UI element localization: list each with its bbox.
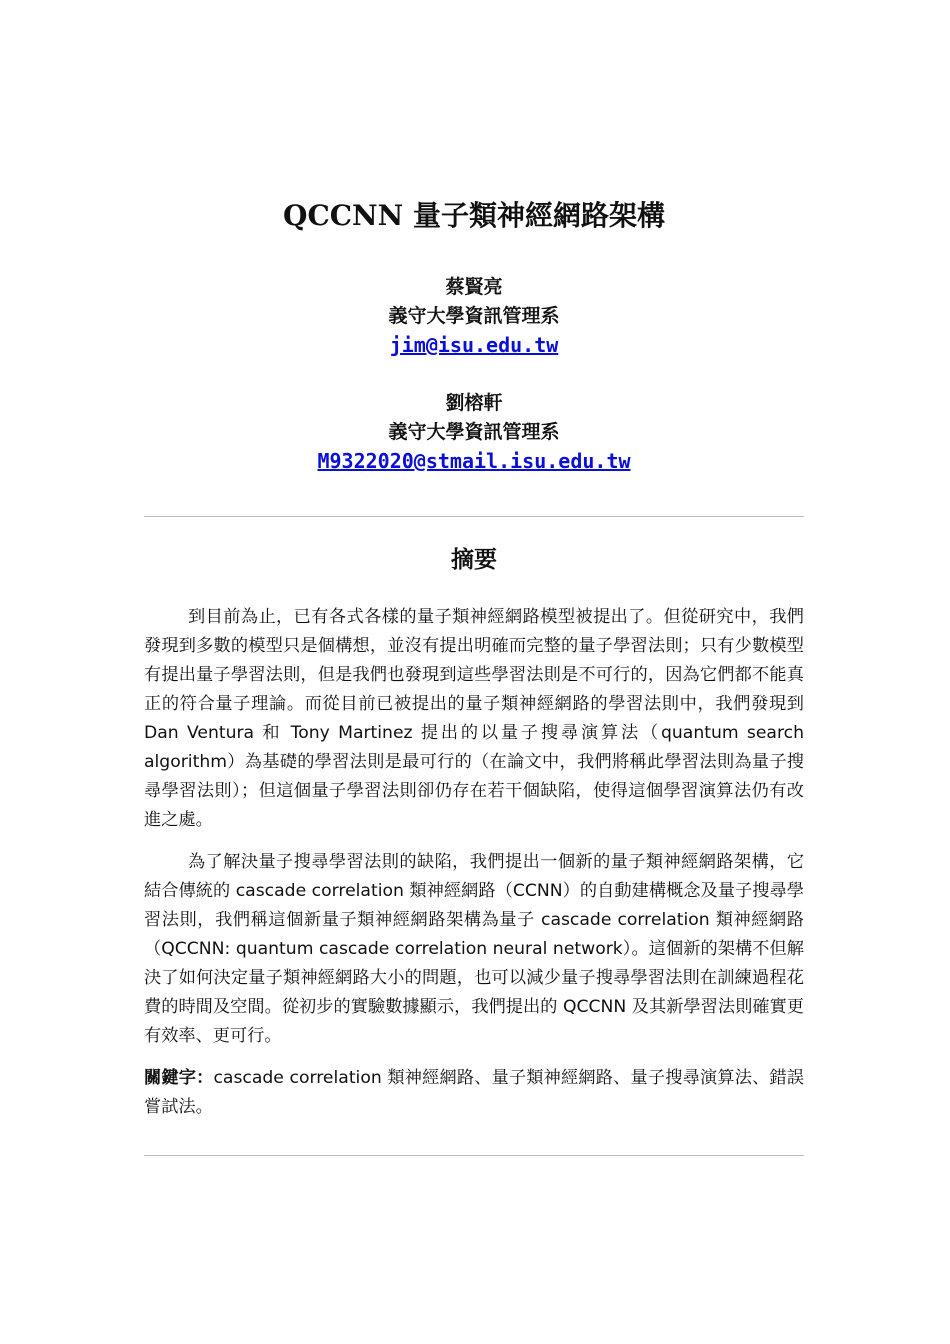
keywords-text: cascade correlation 類神經網路、量子類神經網路、量子搜尋演算法、錯誤嘗試法。 [144, 1068, 804, 1117]
divider [144, 1155, 804, 1156]
abstract-paragraph: 到目前為止，已有各式各樣的量子類神經網路模型被提出了。但從研究中，我們發現到多數的模型只是個構想，並沒有提出明確而完整的量子學習法則；只有少數模型有提出量子學習法則，但是我們也發現到這些學習法則是不可行的，因為它們都不能真正的符合量子理論。而從目前已被提出的量子類神經網路的學習法則中，我們發現到 Dan Ventura 和 Tony Martinez 提出的以量子搜尋演算法（quantum search algorithm）為基礎的學習法則是最可行的（在論文中，我們將稱此學習法則為量子搜尋學習法則）；但這個量子學習法則卻仍存在若干個缺陷，使得這個學習演算法仍有改進之處。 [144, 607, 804, 830]
author-name: 劉榕軒 [445, 392, 503, 414]
author-email-link[interactable]: M9322020@stmail.isu.edu.tw [317, 449, 631, 473]
abstract-paragraph: 為了解決量子搜尋學習法則的缺陷，我們提出一個新的量子類神經網路架構，它結合傳統的 cascade correlation 類神經網路（CCNN）的自動建構概念及量子搜尋學習法則，我們稱這個新量子類神經網路架構為量子 cascade correlation 類神經網路（QCCNN: quantum cascade correlation neural network）。這個新的架構不但解決了如何決定量子類神經網路大小的問題，也可以減少量子搜尋學習法則在訓練過程花費的時間及空間。從初步的實驗數據顯示，我們提出的 QCCNN 及其新學習法則確實更有效率、更可行。 [144, 852, 804, 1046]
author-affiliation: 義守大學資訊管理系 [388, 305, 560, 327]
author-email-link[interactable]: jim@isu.edu.tw [389, 333, 559, 357]
paper-title: QCCNN 量子類神經網路架構 [283, 199, 665, 232]
keywords-label: 關鍵字： [144, 1068, 214, 1088]
abstract-heading: 摘要 [451, 546, 497, 573]
author-affiliation: 義守大學資訊管理系 [388, 421, 560, 443]
author-block-1 [144, 273, 804, 361]
keywords [144, 1064, 804, 1122]
divider [144, 516, 804, 517]
author-block-2 [144, 389, 804, 477]
author-name: 蔡賢亮 [445, 276, 503, 298]
